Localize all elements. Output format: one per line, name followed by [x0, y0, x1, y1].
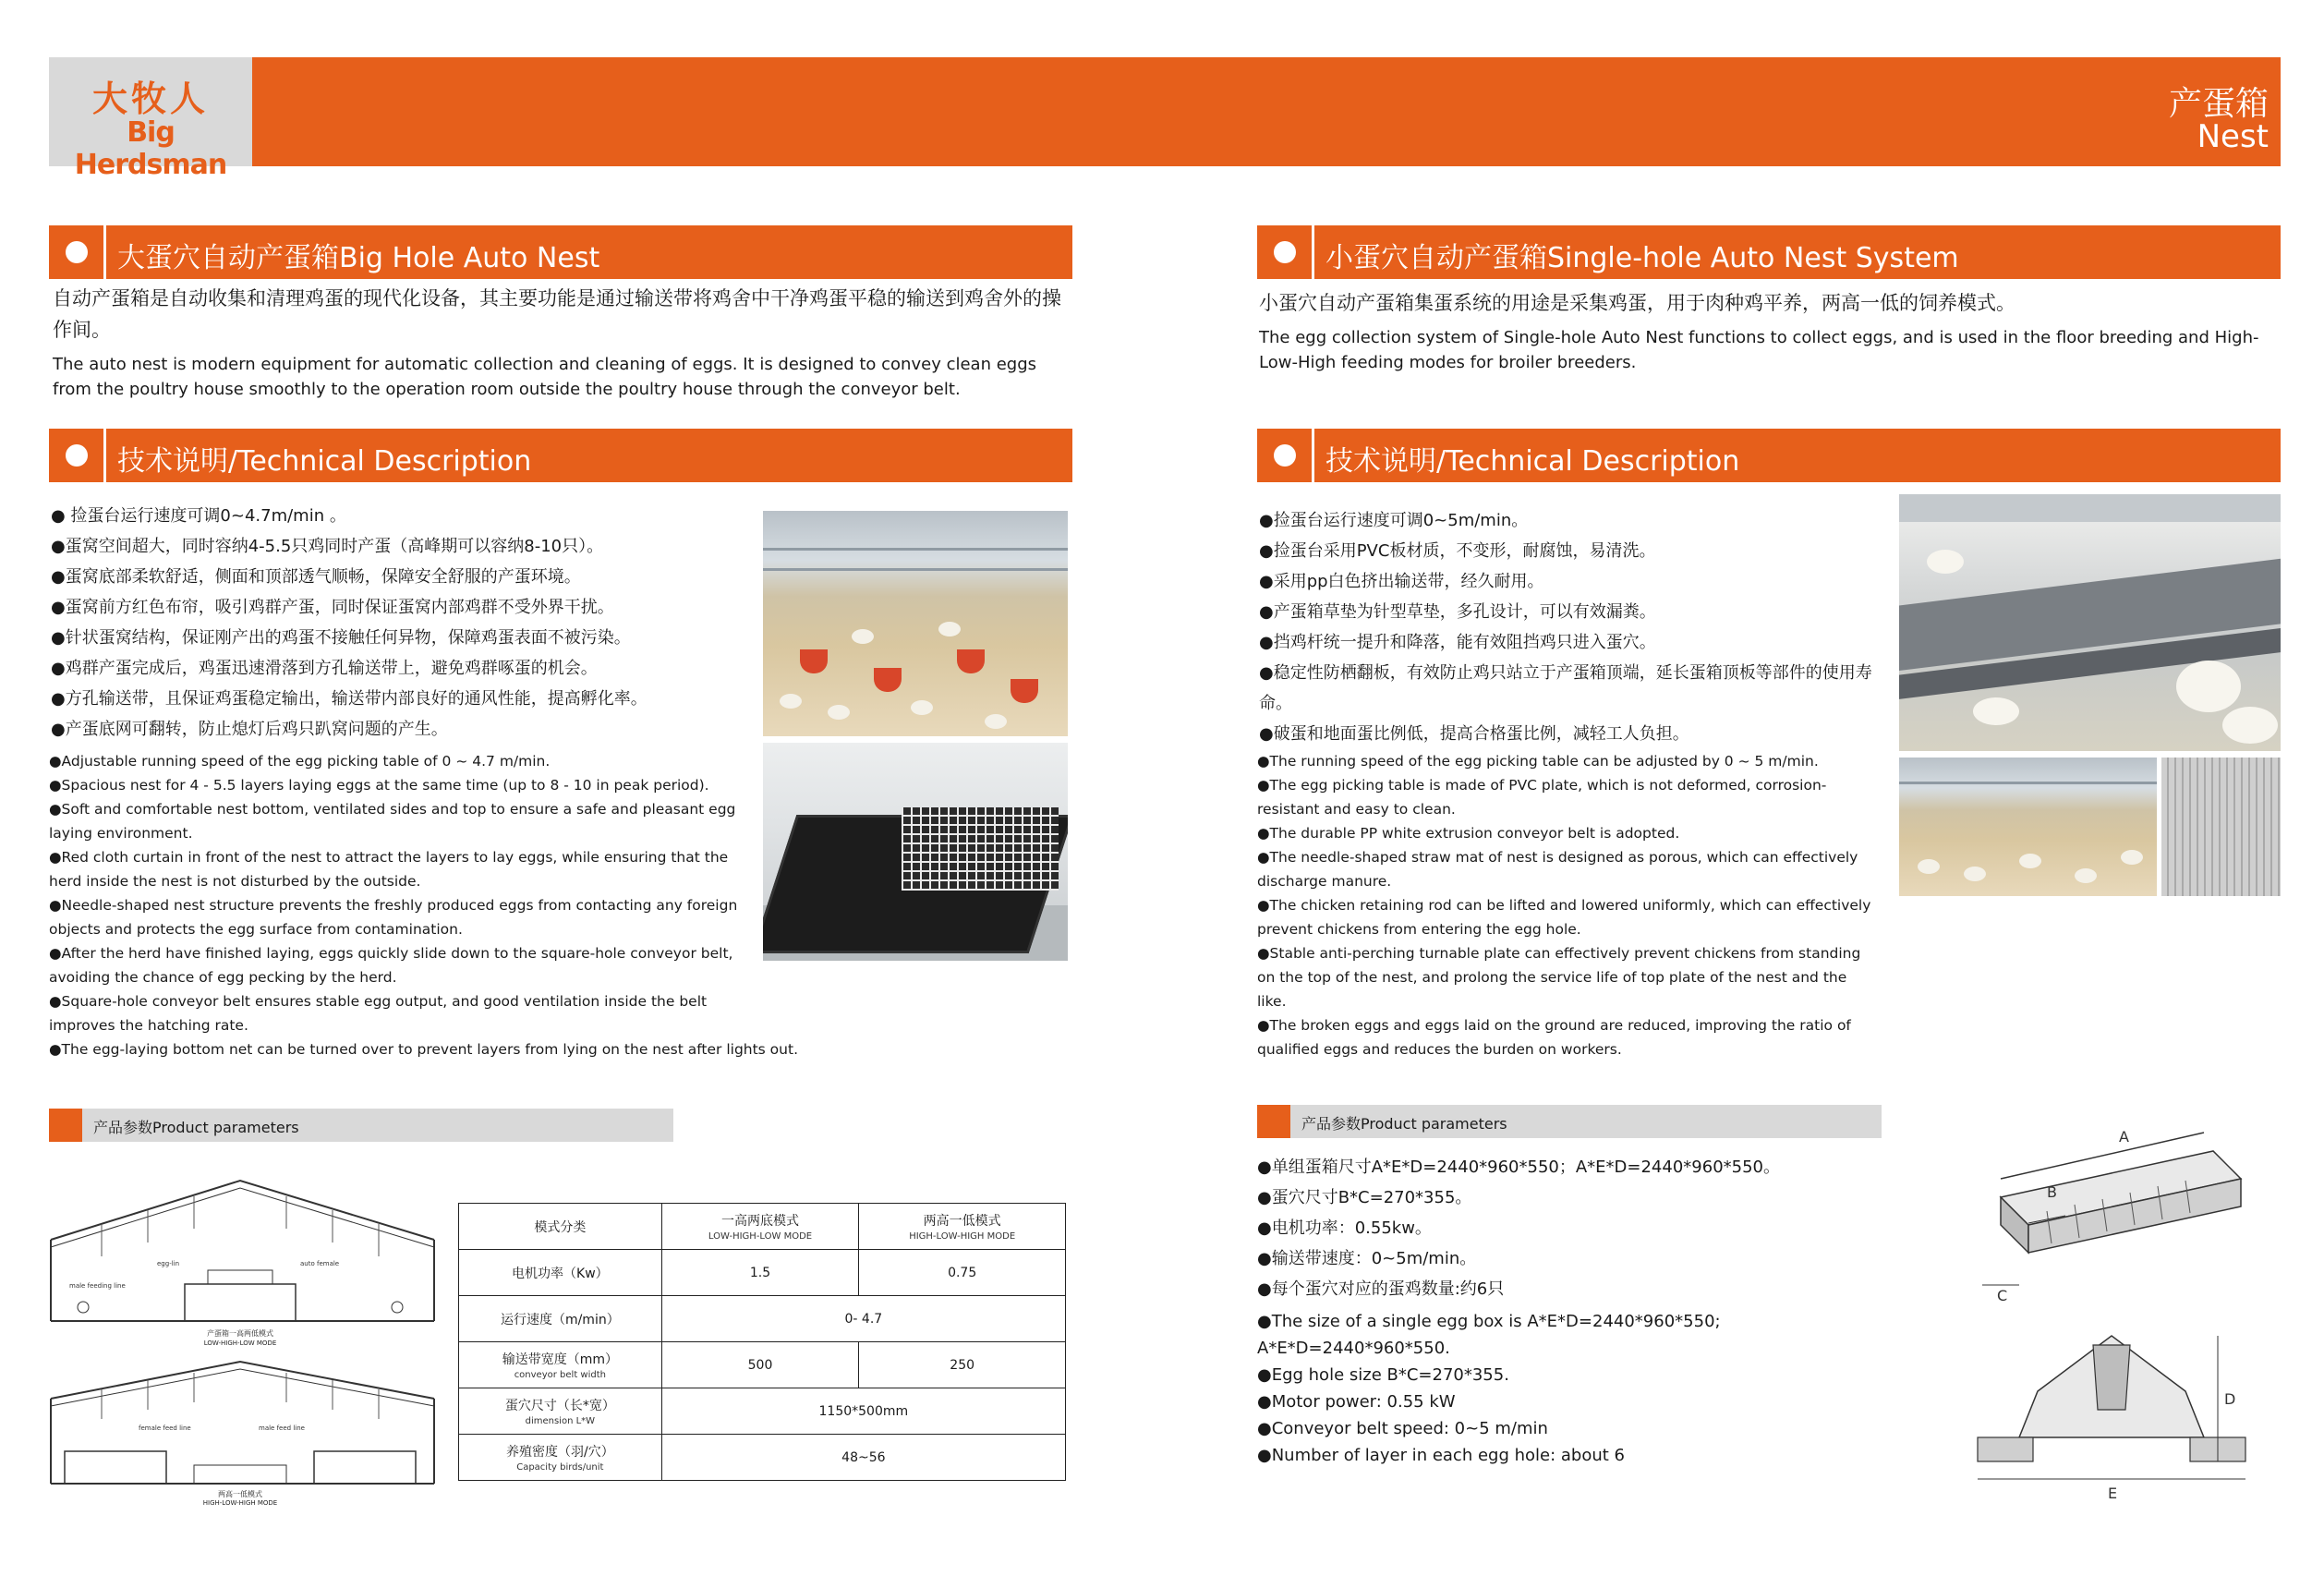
params-bar-right: [1257, 1105, 1882, 1138]
list-item: ●方孔输送带，且保证鸡蛋稳定输出，输送带内部良好的通风性能，提高孵化率。: [51, 689, 648, 709]
diagram-caption-cn: 两高一低模式: [218, 1490, 262, 1498]
brand-name-cn: 大牧人: [91, 79, 209, 119]
params-title-left: 产品参数Product parameters: [93, 1119, 299, 1136]
table-cell: 电机功率（Kw）: [459, 1250, 662, 1296]
params-bar-left: [49, 1109, 673, 1142]
list-item: ●捡蛋台运行速度可调0~5m/min。: [1259, 511, 1529, 530]
list-item: ●蛋窝前方红色布帘，吸引鸡群产蛋，同时保证蛋窝内部鸡群不受外界干扰。: [51, 598, 614, 617]
dim-label-a: A: [2119, 1128, 2129, 1146]
params-title-right: 产品参数Product parameters: [1301, 1115, 1507, 1133]
brand-name-en: Big Herdsman: [74, 116, 227, 181]
page-title-en: Nest: [2197, 118, 2269, 155]
list-item: ●Number of layer in each egg hole: about 6: [1257, 1446, 1625, 1465]
section-title-tech-left: 技术说明/Technical Description: [117, 445, 532, 478]
dim-label-e: E: [2108, 1485, 2118, 1502]
table-cell: 运行速度（m/min）: [459, 1296, 662, 1342]
intro-cn-big-hole: 自动产蛋箱是自动收集和清理鸡蛋的现代化设备，其主要功能是通过输送带将鸡舍中干净鸡蛋平稳的输送到鸡舍外的操作间。: [53, 287, 1061, 341]
feature-list-cn-left: [51, 501, 648, 745]
svg-text:female feed line: female feed line: [139, 1424, 191, 1432]
table-cell: 48~56: [661, 1435, 1065, 1481]
list-item: ●采用pp白色挤出输送带，经久耐用。: [1259, 572, 1544, 591]
list-item: ●Motor power: 0.55 kW: [1257, 1392, 1456, 1412]
list-item: ●The needle-shaped straw mat of nest is designed as porous, which can effectively discharge manure.: [1257, 849, 1858, 890]
list-item: ●Square-hole conveyor belt ensures stable egg output, and good ventilation inside the belt improves the hatching rate.: [49, 993, 708, 1034]
photo-slat-floor: [2161, 758, 2281, 896]
nest-dimension-drawing-section: [1973, 1317, 2250, 1502]
photo-auto-nest-line: [1899, 494, 2281, 751]
feature-list-en-right: [1257, 749, 1876, 1061]
dim-label-d: D: [2224, 1390, 2236, 1408]
table-cell: 输送带宽度（mm） conveyor belt width: [459, 1342, 662, 1388]
diagram-caption-cn: 产蛋箱一高两低模式: [207, 1329, 273, 1338]
table-cell: 1.5: [661, 1250, 859, 1296]
table-row: [459, 1435, 1066, 1481]
params-list-cn-right: [1257, 1152, 1780, 1304]
section-bar-single-hole: [1257, 225, 2281, 279]
list-item: ●The size of a single egg box is A*E*D=2440*960*550;: [1257, 1312, 1721, 1331]
list-item: ●稳定性防栖翻板，有效防止鸡只站立于产蛋箱顶端，延长蛋箱顶板等部件的使用寿命。: [1259, 663, 1872, 713]
list-item: ● 捡蛋台运行速度可调0~4.7m/min 。: [51, 506, 346, 526]
photo-breeder-house: [1899, 758, 2157, 896]
list-item: ●针状蛋窝结构，保证刚产出的鸡蛋不接触任何异物，保障鸡蛋表面不被污染。: [51, 628, 631, 648]
list-item: ●蛋窝空间超大，同时容纳4-5.5只鸡同时产蛋（高峰期可以容纳8-10只）。: [51, 537, 604, 556]
header-band: [49, 57, 2281, 166]
list-item: ●产蛋底网可翻转，防止熄灯后鸡只趴窝问题的产生。: [51, 720, 448, 739]
bullet-dot-icon: [1274, 241, 1296, 263]
table-cell: 0- 4.7: [661, 1296, 1065, 1342]
list-item: ●Stable anti-perching turnable plate can effectively prevent chickens from standing on the top of the nest, and prolong the service life of top plate of the nest and the like.: [1257, 945, 1861, 1010]
intro-cn-single-hole: 小蛋穴自动产蛋箱集蛋系统的用途是采集鸡蛋，用于肉种鸡平养，两高一低的饲养模式。: [1259, 292, 2015, 314]
section-bar-tech-right: [1257, 429, 2281, 482]
list-item: ●破蛋和地面蛋比例低，提高合格蛋比例，减轻工人负担。: [1259, 724, 1689, 744]
list-item: ●The egg-laying bottom net can be turned over to prevent layers from lying on the nest after lights out.: [49, 1041, 798, 1058]
table-row: [459, 1296, 1066, 1342]
brand-logo: [49, 57, 252, 181]
table-cell: 两高一低模式 HIGH-LOW-HIGH MODE: [859, 1204, 1066, 1250]
table-cell: 0.75: [859, 1250, 1066, 1296]
svg-text:egg-lin: egg-lin: [157, 1260, 180, 1267]
list-item: ●After the herd have finished laying, eggs quickly slide down to the square-hole conveyor belt, avoiding the chance of egg pecking by the herd.: [49, 945, 733, 986]
section-bar-big-hole: [49, 225, 1072, 279]
nest-dimension-drawing-iso: [1964, 1123, 2269, 1308]
photo-nest-tray: [763, 743, 1068, 961]
list-item: ●The running speed of the egg picking table can be adjusted by 0 ~ 5 m/min.: [1257, 753, 1819, 770]
diagram-caption-en: HIGH-LOW-HIGH MODE: [202, 1499, 278, 1506]
section-bar-tech-left: [49, 429, 1072, 482]
table-cell: 1150*500mm: [661, 1388, 1065, 1435]
table-row: [459, 1204, 1066, 1250]
feature-list-cn-right: [1259, 505, 1887, 749]
list-item: ●Spacious nest for 4 - 5.5 layers laying eggs at the same time (up to 8 - 10 in peak period).: [49, 777, 709, 794]
diagram-high-low-high: [46, 1354, 443, 1506]
list-item: ●电机功率：0.55kw。: [1257, 1218, 1432, 1238]
feature-list-en-left: [49, 749, 798, 1061]
list-item: ●The broken eggs and eggs laid on the ground are reduced, improving the ratio of qualified eggs and reduces the burden on workers.: [1257, 1017, 1851, 1058]
section-title-tech-right: 技术说明/Technical Description: [1325, 445, 1740, 478]
list-item: ●Soft and comfortable nest bottom, ventilated sides and top to ensure a safe and pleasant egg laying environment.: [49, 801, 736, 842]
svg-text:male feed line: male feed line: [259, 1424, 305, 1432]
list-item: ●Needle-shaped nest structure prevents the freshly produced eggs from contacting any foreign objects and protects the egg surface from contamination.: [49, 897, 738, 938]
photo-poultry-house: [763, 511, 1068, 736]
table-cell: 250: [859, 1342, 1066, 1388]
intro-en-big-hole: The auto nest is modern equipment for automatic collection and cleaning of eggs. It is designed to convey clean eggs from the poultry house smoothly to the operation room outside the poultry house through the conveyor belt.: [53, 355, 1037, 399]
bullet-dot-icon: [66, 444, 88, 467]
list-item: ●挡鸡杆统一提升和降落，能有效阻挡鸡只进入蛋穴。: [1259, 633, 1656, 652]
page-title-cn: 产蛋箱: [2168, 85, 2269, 123]
list-item: ●鸡群产蛋完成后，鸡蛋迅速滑落到方孔输送带上，避免鸡群啄蛋的机会。: [51, 659, 598, 678]
list-item: ●单组蛋箱尺寸A*E*D=2440*960*550；A*E*D=2440*960*550。: [1257, 1158, 1781, 1177]
table-cell: 一高两底模式 LOW-HIGH-LOW MODE: [661, 1204, 859, 1250]
list-item: ●捡蛋台采用PVC板材质，不变形，耐腐蚀，易清洗。: [1259, 541, 1656, 561]
bullet-dot-icon: [66, 241, 88, 263]
list-item: ●每个蛋穴对应的蛋鸡数量:约6只: [1257, 1279, 1505, 1299]
table-cell: 500: [661, 1342, 859, 1388]
table-cell: 蛋穴尺寸（长*宽） dimension L*W: [459, 1388, 662, 1435]
list-item: ●输送带速度：0~5m/min。: [1257, 1249, 1477, 1268]
list-item: ●The durable PP white extrusion conveyor belt is adopted.: [1257, 825, 1680, 842]
table-cell: 模式分类: [459, 1204, 662, 1250]
diagram-low-high-low: [46, 1173, 443, 1347]
dim-label-b: B: [2047, 1183, 2057, 1201]
list-item: ●产蛋箱草垫为针型草垫，多孔设计，可以有效漏粪。: [1259, 602, 1656, 622]
table-row: [459, 1388, 1066, 1435]
table-row: [459, 1342, 1066, 1388]
list-item: ●蛋窝底部柔软舒适，侧面和顶部透气顺畅，保障安全舒服的产蛋环境。: [51, 567, 581, 587]
table-cell: 养殖密度（羽/穴） Capacity birds/unit: [459, 1435, 662, 1481]
bullet-dot-icon: [1274, 444, 1296, 467]
list-item: ●Egg hole size B*C=270*355.: [1257, 1365, 1509, 1385]
list-item: ●蛋穴尺寸B*C=270*355。: [1257, 1188, 1472, 1207]
table-row: [459, 1250, 1066, 1296]
dim-label-c: C: [1997, 1287, 2008, 1304]
params-list-en-right: [1257, 1308, 1721, 1469]
list-item: ●Red cloth curtain in front of the nest to attract the layers to lay eggs, while ensuring that the herd inside the nest is not disturbed by the outside.: [49, 849, 729, 890]
section-title-single-hole: 小蛋穴自动产蛋箱Single-hole Auto Nest System: [1325, 242, 1959, 274]
intro-en-single-hole: The egg collection system of Single-hole Auto Nest functions to collect eggs, and is used in the floor breeding and High-Low-High feeding modes for broiler breeders.: [1259, 328, 2259, 372]
list-item: A*E*D=2440*960*550.: [1257, 1339, 1450, 1358]
section-title-big-hole: 大蛋穴自动产蛋箱Big Hole Auto Nest: [117, 242, 600, 274]
parameters-table: [458, 1203, 1066, 1481]
list-item: ●The egg picking table is made of PVC plate, which is not deformed, corrosion-resistant and easy to clean.: [1257, 777, 1827, 818]
list-item: ●Conveyor belt speed: 0~5 m/min: [1257, 1419, 1548, 1438]
diagram-caption-en: LOW-HIGH-LOW MODE: [203, 1339, 277, 1347]
list-item: ●Adjustable running speed of the egg picking table of 0 ~ 4.7 m/min.: [49, 753, 551, 770]
svg-text:auto female: auto female: [300, 1260, 340, 1267]
list-item: ●The chicken retaining rod can be lifted and lowered uniformly, which can effectively prevent chickens from entering the egg hole.: [1257, 897, 1871, 938]
svg-text:male feeding line: male feeding line: [69, 1282, 126, 1290]
